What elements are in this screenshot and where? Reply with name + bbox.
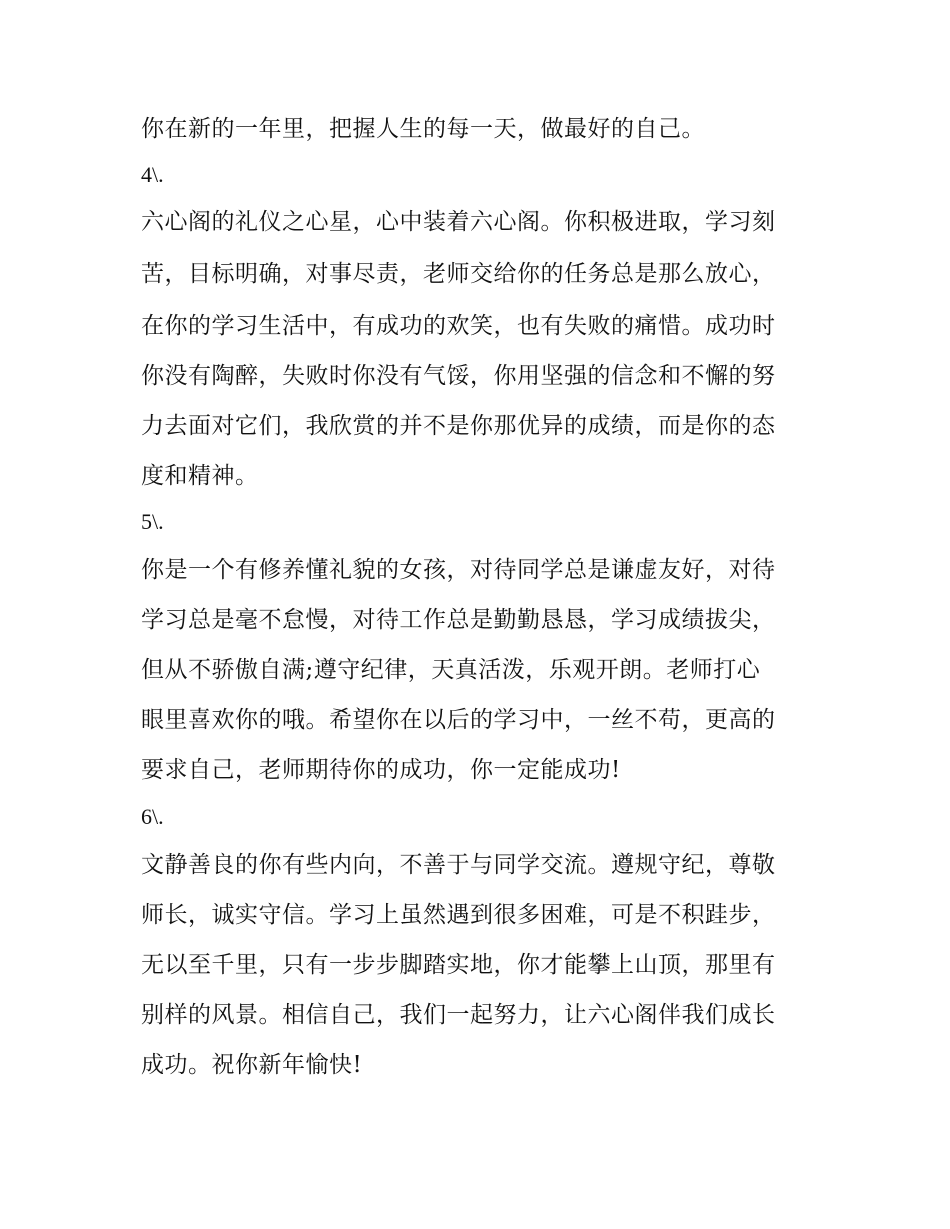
paragraph-line: 在你的学习生活中，有成功的欢笑，也有失败的痛惜。成功时 <box>141 313 776 339</box>
paragraph-line: 要求自己，老师期待你的成功，你一定能成功! <box>141 757 621 783</box>
paragraph-line: 你在新的一年里，把握人生的每一天，做最好的自己。 <box>141 116 705 142</box>
paragraph-line: 成功。祝你新年愉快! <box>141 1052 363 1078</box>
paragraph-line: 别样的风景。相信自己，我们一起努力，让六心阁伴我们成长 <box>141 1002 776 1028</box>
paragraph-line: 力去面对它们，我欣赏的并不是你那优异的成绩，而是你的态 <box>141 413 776 439</box>
paragraph-line: 文静善良的你有些内向，不善于与同学交流。遵规守纪，尊敬 <box>141 852 776 878</box>
paragraph-line: 无以至千里，只有一步步脚踏实地，你才能攀上山顶，那里有 <box>141 952 776 978</box>
paragraph-line: 眼里喜欢你的哦。希望你在以后的学习中，一丝不苟，更高的 <box>141 707 776 733</box>
section-number: 5\. <box>141 509 164 534</box>
paragraph-line: 度和精神。 <box>141 463 259 489</box>
paragraph-line: 你没有陶醉，失败时你没有气馁，你用坚强的信念和不懈的努 <box>141 363 776 389</box>
paragraph-line: 六心阁的礼仪之心星，心中装着六心阁。你积极进取，学习刻 <box>141 209 776 235</box>
paragraph-line: 师长，诚实守信。学习上虽然遇到很多困难，可是不积跬步， <box>141 902 776 928</box>
paragraph-line: 但从不骄傲自满;遵守纪律，天真活泼，乐观开朗。老师打心 <box>141 657 761 683</box>
paragraph-line: 学习总是毫不怠慢，对待工作总是勤勤恳恳，学习成绩拔尖， <box>141 607 776 633</box>
paragraph-line: 苦，目标明确，对事尽责，老师交给你的任务总是那么放心， <box>141 261 776 287</box>
section-number: 4\. <box>141 162 164 187</box>
section-number: 6\. <box>141 804 164 829</box>
paragraph-line: 你是一个有修养懂礼貌的女孩，对待同学总是谦虚友好，对待 <box>141 557 776 583</box>
